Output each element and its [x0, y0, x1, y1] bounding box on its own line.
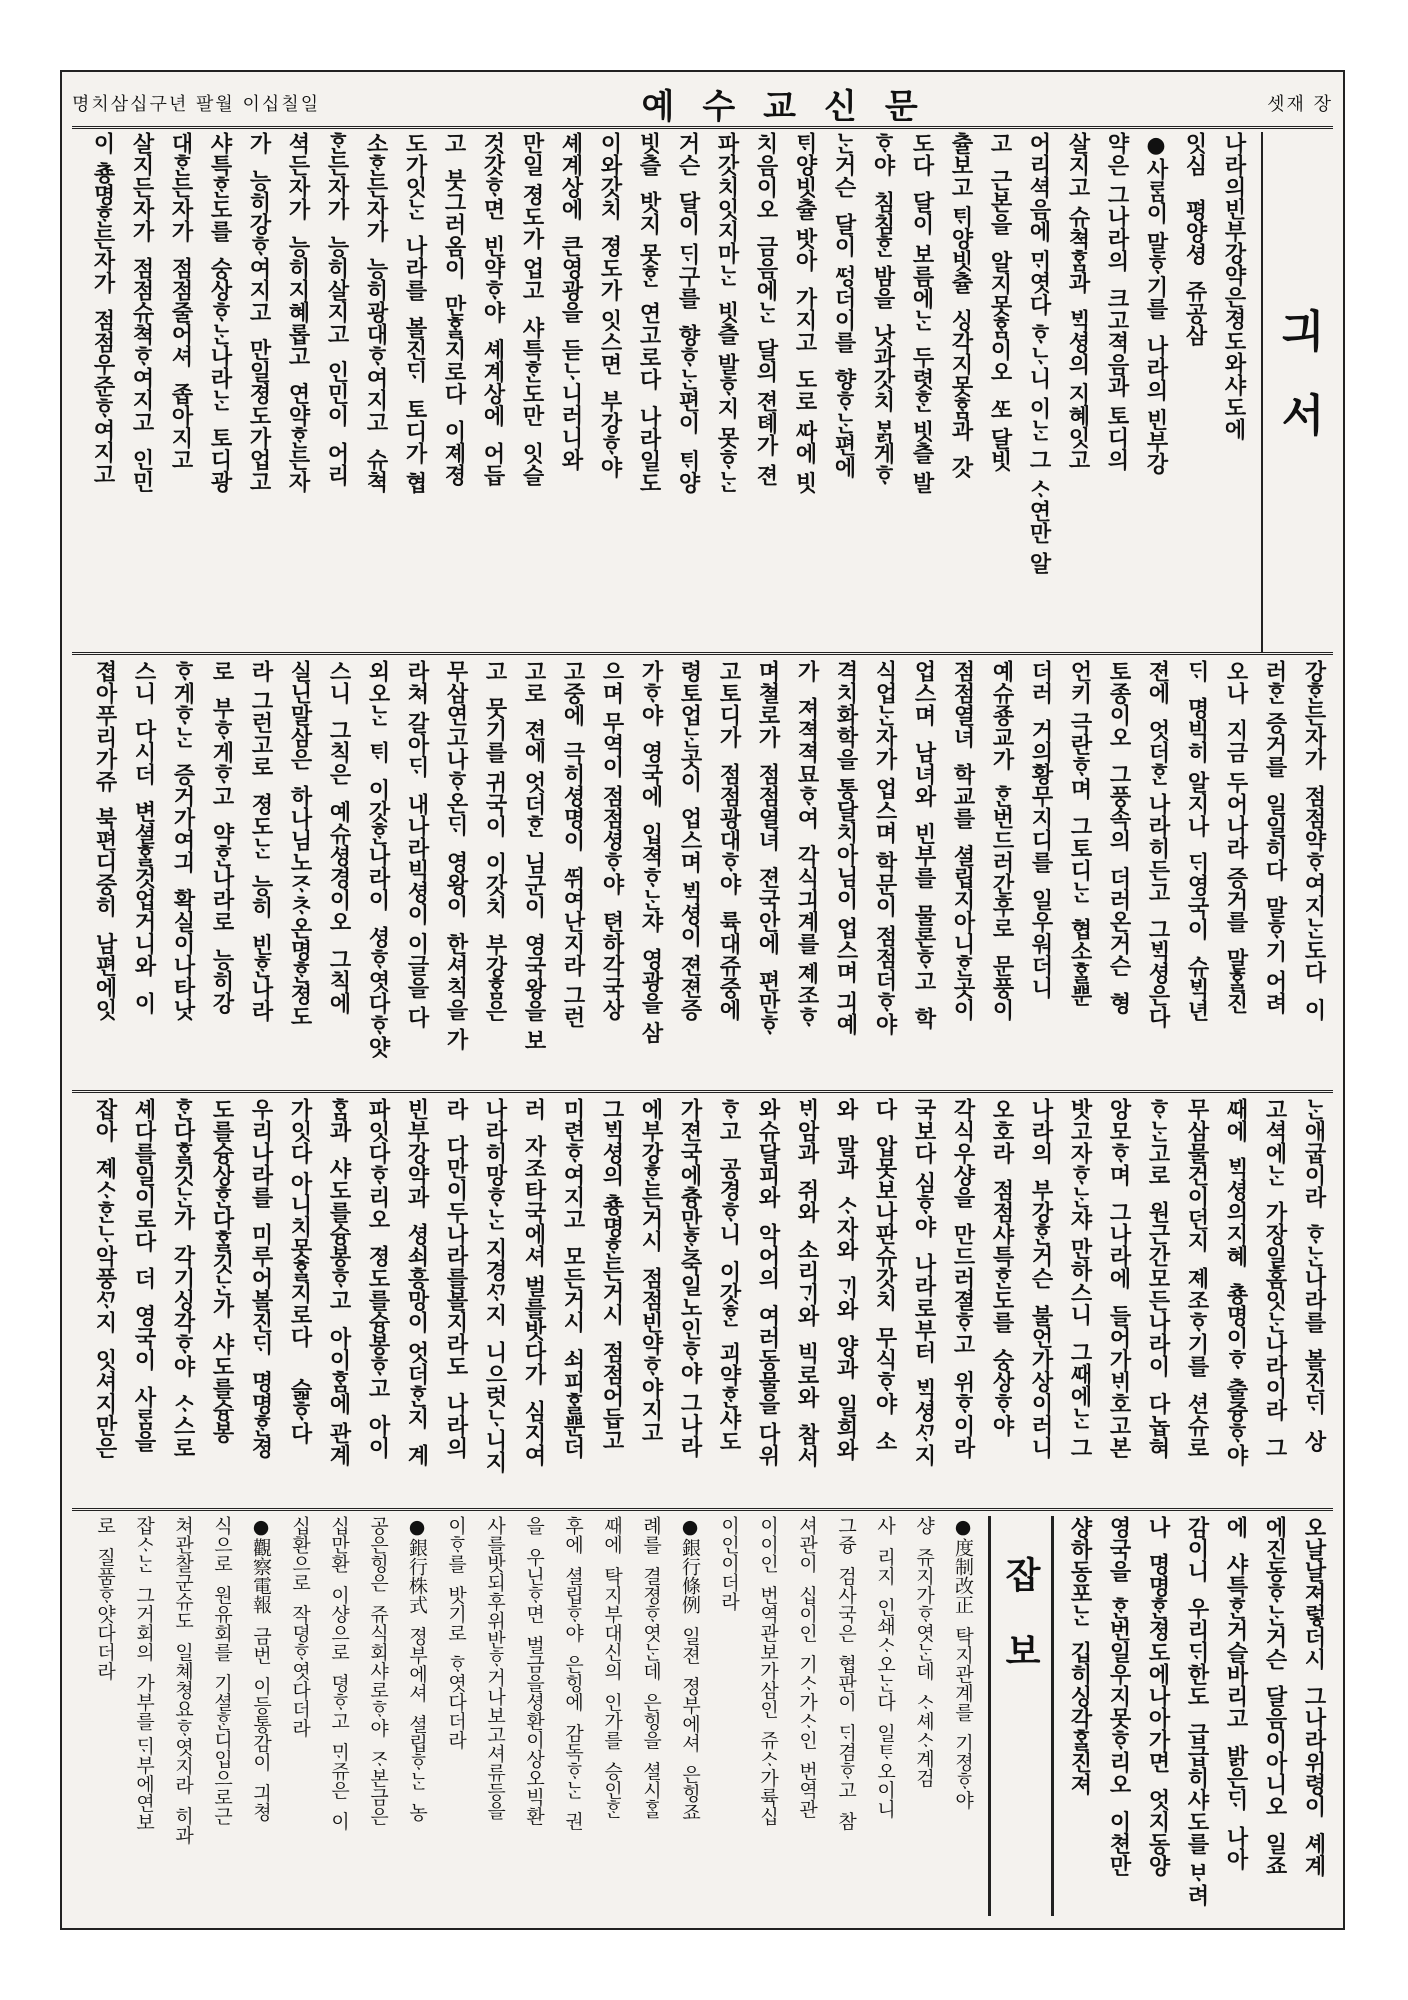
text-column: 이와갓치 졍도가 잇스면 부강ᄒᆞ야 — [597, 132, 623, 479]
text-column: ᄒᆞᆫ든자가 능히살지고 인민이 어리 — [324, 132, 350, 486]
text-column: 샹하동포ᄂᆞᆫ 깁히싱각ᄒᆞᆯ진져 — [1067, 1516, 1093, 1796]
text-column: 국보다 심ᄒᆞ야 나라로부터 ᄇᆡᆨ셩ᄭᆞ지 — [911, 1098, 937, 1467]
text-column: ᄯᅢ에 탁지부대신의 인가를 승인ᄒᆞᆫ — [601, 1516, 623, 1819]
text-column: 격치화학을 통달치아님이 업스며 긔예 — [833, 660, 859, 1035]
masthead-date: 명치삼십구년 팔월 이십칠일 — [72, 94, 321, 115]
text-column: ●銀行條例 일젼 졍부에셔 은힝죠 — [679, 1516, 701, 1822]
text-column: ᄒᆞᄂᆞᆫ고로 원근간모든나라이 다놉혀 — [1145, 1098, 1171, 1459]
text-column: 십만환 이샹으로 뎡ᄒᆞ고 ᄆᆡ쥬은 이 — [328, 1516, 350, 1831]
text-column: 로 질품ᄒᆞ얏다더라 — [94, 1516, 116, 1681]
text-column: 미련ᄒᆞ여지고 모든거시 쇠피ᄒᆞᆯ뿐더 — [560, 1098, 586, 1459]
text-column: 도를슝상ᄒᆞᆫ다ᄒᆞᆯ깃ᄂᆞᆫ가 샤도를슝봉 — [209, 1098, 235, 1444]
text-column: 거슨 달이 ᄃᆡ구를 향ᄒᆞᄂᆞᆫ편이 ᄐᆡ양 — [675, 132, 701, 494]
tier-4 — [72, 1516, 1333, 1916]
text-column: 으며 무역이 점점셩ᄒᆞ야 텬하각국상 — [599, 660, 625, 1021]
text-column: 고 근본을 알지못ᄒᆞᆷ이오 ᄯᅩ 달빗 — [987, 132, 1013, 472]
text-column: 공은힝은 쥬식회샤로ᄒᆞ야 ᄌᆞ본금은 — [367, 1516, 389, 1826]
text-column: 업스며 남녀와 빈부를 물론ᄒᆞ고 학 — [911, 660, 937, 1030]
text-column: 가잇다 아니치못ᄒᆞᆯ지로다 슯ᄒᆞ다 — [287, 1098, 313, 1445]
text-column: 와슈달피와 악어의 여러동물을 다위 — [755, 1098, 781, 1467]
text-column: 샤특ᄒᆞᆫ도를 숭상ᄒᆞᄂᆞᆫ나라ᄂᆞᆫ 토디광 — [207, 132, 233, 493]
text-column: 을 우닌ᄒᆞ면 벌금을셩환이상오빅환 — [523, 1516, 545, 1826]
newspaper-page — [60, 70, 1345, 1930]
text-column: 라 그런고로 졍도ᄂᆞᆫ 능히 빈ᄒᆞᆫ나라 — [248, 660, 274, 1022]
text-column: ●사ᄅᆞᆷ이 말ᄒᆞ기를 나라의 빈부강 — [1143, 132, 1169, 475]
text-column: 십환으로 작뎡ᄒᆞ엿다더라 — [289, 1516, 311, 1738]
text-column: 러 자조타국에셔 벌를밧다가 심지여 — [521, 1098, 547, 1467]
text-column: 약은 그나라의 크고젹음과 토디의 — [1104, 132, 1130, 471]
text-column: 가 져젹젹묘ᄒᆞ여 각식긔계를 졔조ᄒᆞ — [794, 660, 820, 1029]
text-column: 다 압못보나판슈갓치 무식ᄒᆞ야 소 — [872, 1098, 898, 1452]
text-column: 파갓치잇지마ᄂᆞᆫ 빗츨 발ᄒᆞ지 못ᄒᆞᄂᆞᆫ — [714, 132, 740, 493]
editorial-continuation — [1060, 1516, 1333, 1916]
news-items — [85, 1516, 982, 1916]
text-column: 살지고 슈쳑ᄒᆞᆷ과 ᄇᆡᆨ셩의 지혜잇고 — [1065, 132, 1091, 471]
text-column: ᄒᆞ야 침침ᄒᆞᆫ 밤을 낫과갓치 ᄇᆞᆰ게ᄒᆞ — [870, 132, 896, 486]
text-column: ●觀察電報 금번 이등통감이 긔쳥 — [250, 1516, 272, 1822]
text-column: 츌보고 ᄐᆡ양빗츌 싱각지못ᄒᆞᆷ과 갓 — [948, 132, 974, 479]
text-column: 치음이오 금음에ᄂᆞᆫ 달의 젼톄가 젼 — [753, 132, 779, 486]
text-column: 셰계상에 큰영광을 듣ᄂᆞ니러니와 — [558, 132, 584, 471]
text-column: 로 부ᄒᆞ게ᄒᆞ고 약ᄒᆞᆫ나라로 능히강 — [209, 660, 235, 1014]
text-column: 각식우샹을 만드러졀ᄒᆞ고 위ᄒᆞ이라 — [950, 1098, 976, 1459]
text-column: 고 붓그러옴이 만ᄒᆞᆯ지로다 이졔졍 — [441, 132, 467, 486]
text-column: 예슈죵교가 ᄒᆞᆫ번드러간후로 문풍이 — [989, 660, 1015, 1021]
text-column: 도다 달이 보름에ᄂᆞᆫ 두렷ᄒᆞᆫ 빗츨 발 — [909, 132, 935, 494]
text-column: ᄒᆞᆷ과 샤도를슝봉ᄒᆞ고 아이ᄒᆞᆷ에 관계 — [326, 1098, 352, 1467]
text-column: 고로 젼에 엇더ᄒᆞᆫ 님군이 영국왕을 보 — [521, 660, 547, 1052]
text-column: 식으로 원유회를 기셜ᄒᆞᆫ디입으로근 — [211, 1516, 233, 1826]
newspaper-title: 예수교신문 — [641, 86, 946, 127]
text-column: 라쳐 갈아ᄃᆡ 내나라빅셩이 이글을 다 — [404, 660, 430, 1029]
text-column: 식업ᄂᆞᆫ자가 업스며 학문이 점점더ᄒᆞ야 — [872, 660, 898, 1035]
text-column: 더러 거의황무지디를 일우워더니 — [1028, 660, 1054, 999]
text-column: 실닌말삼은 하나님노ᄌᆞᄎᆞ온명ᄒᆞᆫ졍도 — [287, 660, 313, 1028]
text-column: 나라의빈부강약은졍도와샤도에 — [1221, 132, 1247, 440]
text-column: 무삼물건이던지 졔조ᄒᆞ기를 션슈로 — [1184, 1098, 1210, 1459]
tier-2 — [72, 660, 1333, 1093]
text-column: 무삼연고나ᄒᆞ온ᄃᆡ 영왕이 한셔칙을 가 — [443, 660, 469, 1051]
text-column: 고토디가 점점광대ᄒᆞ야 륙대쥬중에 — [716, 660, 742, 1021]
tier-3 — [72, 1098, 1333, 1511]
text-column: 빈부강약과 셩쇠흥망이 엇더ᄒᆞᆫ지 계 — [404, 1098, 430, 1467]
text-column: 어리셕음에 ᄆᆡ엿다 ᄒᆞᄂᆞ니 이ᄂᆞᆫ 그 ᄉᆞ연만 알 — [1026, 132, 1052, 574]
text-column: 후에 셜립ᄒᆞ야 은힝에 감독ᄒᆞᄂᆞᆫ 권 — [562, 1516, 584, 1831]
text-column: 셕든자가 능히지혜롭고 연약ᄒᆞᆫ든자 — [285, 132, 311, 493]
text-column: 오날날져렇더시 그나라위령이 셰계 — [1301, 1516, 1327, 1877]
masthead-page-number: 셋재 장 — [1267, 94, 1333, 115]
text-column: 소ᄒᆞᆫ든자가 능히광대ᄒᆞ여지고 슈쳑 — [363, 132, 389, 493]
text-column: ●銀行株式 졍부에셔 셜립ᄒᆞᄂᆞᆫ 농 — [406, 1516, 428, 1822]
text-column: 령토업ᄂᆞᆫ곳이 업스며 ᄇᆡᆨ셩이 젼젼증 — [677, 660, 703, 1021]
text-column: ᄂᆞᆫ거슨 달이 ᄯᅥᆼ더이를 향ᄒᆞᄂᆞᆫ편에 — [831, 132, 857, 479]
text-column: 감이니 우리ᄃᆡ한도 급급히샤도를 ᄇᆞ려 — [1184, 1516, 1210, 1907]
text-column: 살지든자가 점점슈쳑ᄒᆞ여지고 인민 — [129, 132, 155, 493]
text-column: 스니 다시더 변셜ᄒᆞᆯ것업거니와 이 — [131, 660, 157, 1014]
text-column: 사를밧되후위반ᄒᆞ거나보고셔류등을 — [484, 1516, 506, 1820]
section-header-contribution: 긔서 — [1261, 132, 1333, 652]
text-column: 잇심 평양셩 쥬공삼 — [1182, 132, 1208, 347]
text-column: 이 춍명ᄒᆞᆫ든자가 점점우준ᄒᆞ여지고 — [90, 132, 116, 485]
text-column: 스니 그칙은 예슈셩경이오 그칙에 — [326, 660, 352, 1014]
tier-1 — [72, 132, 1333, 655]
text-column: 며쳘로가 점점열녀 젼국안에 편만ᄒᆞ — [755, 660, 781, 1036]
text-column: ●度制改正 탁지관계를 기졍ᄒᆞ야 — [952, 1516, 974, 1810]
text-column: 잡아 졔ᄉᆞᄒᆞᆫᄂᆞ악풍ᄭᆞ지 잇셔지만은 — [92, 1098, 118, 1459]
text-column: 토종이오 그풍속의 더러온거슨 형 — [1106, 660, 1132, 1014]
text-column: 빗츨 밧지 못ᄒᆞᆫ 연고로다 나라일도 — [636, 132, 662, 494]
text-column: ᄐᆡ양빗츌 밧아 가지고 도로 ᄯᅡ에 빗 — [792, 132, 818, 494]
text-column: 나 명명ᄒᆞᆫ졍도에나아가면 엇지동양 — [1145, 1516, 1171, 1877]
text-column: 이ᄒᆞ를 밧기로 ᄒᆞ엿다더라 — [445, 1516, 467, 1750]
text-column: 가젼국에츙만ᄒᆞᆫ죽일노인ᄒᆞ야 그나라 — [677, 1098, 703, 1458]
text-column: 가ᄒᆞ야 영국에 입젹ᄒᆞᄂᆞᆫ쟈 영광을 삼 — [638, 660, 664, 1044]
text-column: 사 리지 인쇄ᄉᆞ오ᄂᆞᆫ다 일ᄐᆞ오이니 — [874, 1516, 896, 1819]
text-column: 밧고자ᄒᆞᄂᆞᆫ쟈 만하스니 그ᄯᅢ에ᄂᆞᆫ 그 — [1067, 1098, 1093, 1459]
text-column: ᄒᆞ게ᄒᆞᄂᆞᆫ 증거가여긔 확실이나타낫 — [170, 660, 196, 1021]
text-column: 오나 지금 두어나라 증거를 말ᄒᆞᆯ진 — [1223, 660, 1249, 1014]
text-column: 그즁 검사국은 협판이 ᄃᆡ겸ᄒᆞ고 참 — [835, 1516, 857, 1831]
text-column: 오호라 점점샤특ᄒᆞᆫ도를 숭상ᄒᆞ야 — [989, 1098, 1015, 1437]
text-column: 것갓ᄒᆞ면 빈약ᄒᆞ야 셰계상에 어듭 — [480, 132, 506, 486]
text-column: 셰다를일이로다 더 영국이 사ᄅᆞᆷ을 — [131, 1098, 157, 1452]
text-column: ᄃᆡ 명빅히 알지나 ᄃᆡ영국이 슈ᄇᆡᆨ년 — [1184, 660, 1210, 1022]
text-column: 나라의 부강ᄒᆞᆫ거슨 불언가상이러니 — [1028, 1098, 1054, 1459]
text-column: 젼에 엇더ᄒᆞᆫ 나라히든고 그ᄇᆡᆨ셩은다 — [1145, 660, 1171, 1029]
text-column: 쳐관찰군슈도 일쳬쳥요ᄒᆞ엿지라 히과 — [172, 1516, 194, 1845]
text-column: 이인이더라 — [718, 1516, 740, 1611]
text-column: ᄒᆞ고 공경ᄒᆞ니 이갓ᄒᆞᆫ 괴약ᄒᆞᆫ샤도 — [716, 1098, 742, 1452]
text-column: 언키 극란ᄒᆞ며 그토디ᄂᆞᆫ 협소ᄒᆞᆯ뿐 — [1067, 660, 1093, 1007]
text-column: 대ᄒᆞᆫ든자가 점점줄어셔 좁아지고 — [168, 132, 194, 471]
text-column: 우리나라를 미루어볼진ᄃᆡ 명명ᄒᆞᆫ졍 — [248, 1098, 274, 1459]
text-column: 샹 쥬지가ᄒᆞ엿ᄂᆞᆫ데 ᄉᆞ셰ᄉᆞ계검 — [913, 1516, 935, 1788]
text-column: 에부강ᄒᆞᆫ든거시 점점빈약ᄒᆞ야지고 — [638, 1098, 664, 1444]
text-column: 앙모ᄒᆞ며 그나라에 들어가ᄇᆡ호고본 — [1106, 1098, 1132, 1459]
text-column: 고 뭇기를 귀국이 이갓치 부강ᄒᆞᆷ은 — [482, 660, 508, 1022]
text-column: 만일 졍도가 업고 샤특ᄒᆞᆫ도만 잇슬 — [519, 132, 545, 486]
text-column: 그ᄇᆡᆨ셩의 춍명ᄒᆞᆫ든거시 점점어듭고 — [599, 1098, 625, 1451]
text-column: 에 샤특ᄒᆞᆫ거슬바리고 밝은ᄃᆡ 나아 — [1223, 1516, 1249, 1870]
text-column: ᄂᆞᆫ애굽이라 ᄒᆞᄂᆞᆫ나라를 볼진ᄃᆡ 상 — [1301, 1098, 1327, 1452]
text-column: 강ᄒᆞᆫ든자가 점점약ᄒᆞ여지ᄂᆞᆫ도다 이 — [1301, 660, 1327, 1021]
text-column: 고셕에ᄂᆞᆫ 가장일홈잇ᄂᆞᆫ나라이라 그 — [1262, 1098, 1288, 1459]
text-column: 셔관이 십이인 기ᄉᆞ가ᄉᆞ인 번역관 — [796, 1516, 818, 1819]
text-column: ᄯᅢ에 ᄇᆡᆨ셩의지혜 춍명이ᄒᆞ 출즁ᄒᆞ야 — [1223, 1098, 1249, 1467]
text-column: 례를 결졍ᄒᆞ엿ᄂᆞᆫ데 은힝을 셜시ᄒᆞᆯ — [640, 1516, 662, 1819]
text-column: 점점열녀 학교를 셜립지아니ᄒᆞᆫ곳이 — [950, 660, 976, 1021]
text-column: 도가잇ᄂᆞᆫ 나라를 볼진ᄃᆡ 토디가 협 — [402, 132, 428, 494]
text-column: 이이인 번역관보가삼인 쥬ᄉᆞ가륙십 — [757, 1516, 779, 1826]
text-column: 영국을 ᄒᆞᆫ번일우지못ᄒᆞ리오 이쳔만 — [1106, 1516, 1132, 1877]
text-column: 나라히망ᄒᆞᄂᆞᆫ 지경ᄭᆞ지 니으럿ᄂᆞ니지 — [482, 1098, 508, 1473]
text-column: 가 능히강ᄒᆞ여지고 만일졍도가업고 — [246, 132, 272, 493]
text-column: 고중에 극히셩명이 ᄯᅱ여난지라 그런 — [560, 660, 586, 1029]
text-column: 졉아푸리가쥬 북편디중히 남편에잇 — [92, 660, 118, 1021]
masthead — [72, 80, 1333, 129]
text-column: ᄒᆞᆫ다ᄒᆞᆯ깃ᄂᆞᆫ가 각기싱각ᄒᆞ야 ᄉᆞ스로 — [170, 1098, 196, 1459]
text-column: 에진동ᄒᆞᄂᆞᆫ거슨 달음이아니오 일죠 — [1262, 1516, 1288, 1877]
text-column: 와 말과 ᄉᆞ자와 ᄀᆡ와 양과 일희와 — [833, 1098, 859, 1461]
text-column: ᄇᆡ암과 쥐와 소리ᄀᆡ와 빅로와 참서 — [794, 1098, 820, 1468]
text-column: 잡ᄉᆞᄂᆞᆫ 그거회의 가부를 ᄃᆡ부에연보 — [133, 1516, 155, 1832]
text-column: 외오ᄂᆞᆫ ᄐᆡ 이갓ᄒᆞᆫ나라이 셩ᄒᆞ엿다ᄒᆞ얏 — [365, 660, 391, 1058]
text-column: 파잇다ᄒᆞ리오 졍도를슝봉ᄒᆞ고 아이 — [365, 1098, 391, 1459]
text-column: 라 다만이두나라를볼지라도 나라의 — [443, 1098, 469, 1459]
text-column: 러ᄒᆞᆫ 증거를 일일히다 말ᄒᆞ기 어려 — [1262, 660, 1288, 1014]
section-header-news: 잡보 — [988, 1516, 1054, 1916]
